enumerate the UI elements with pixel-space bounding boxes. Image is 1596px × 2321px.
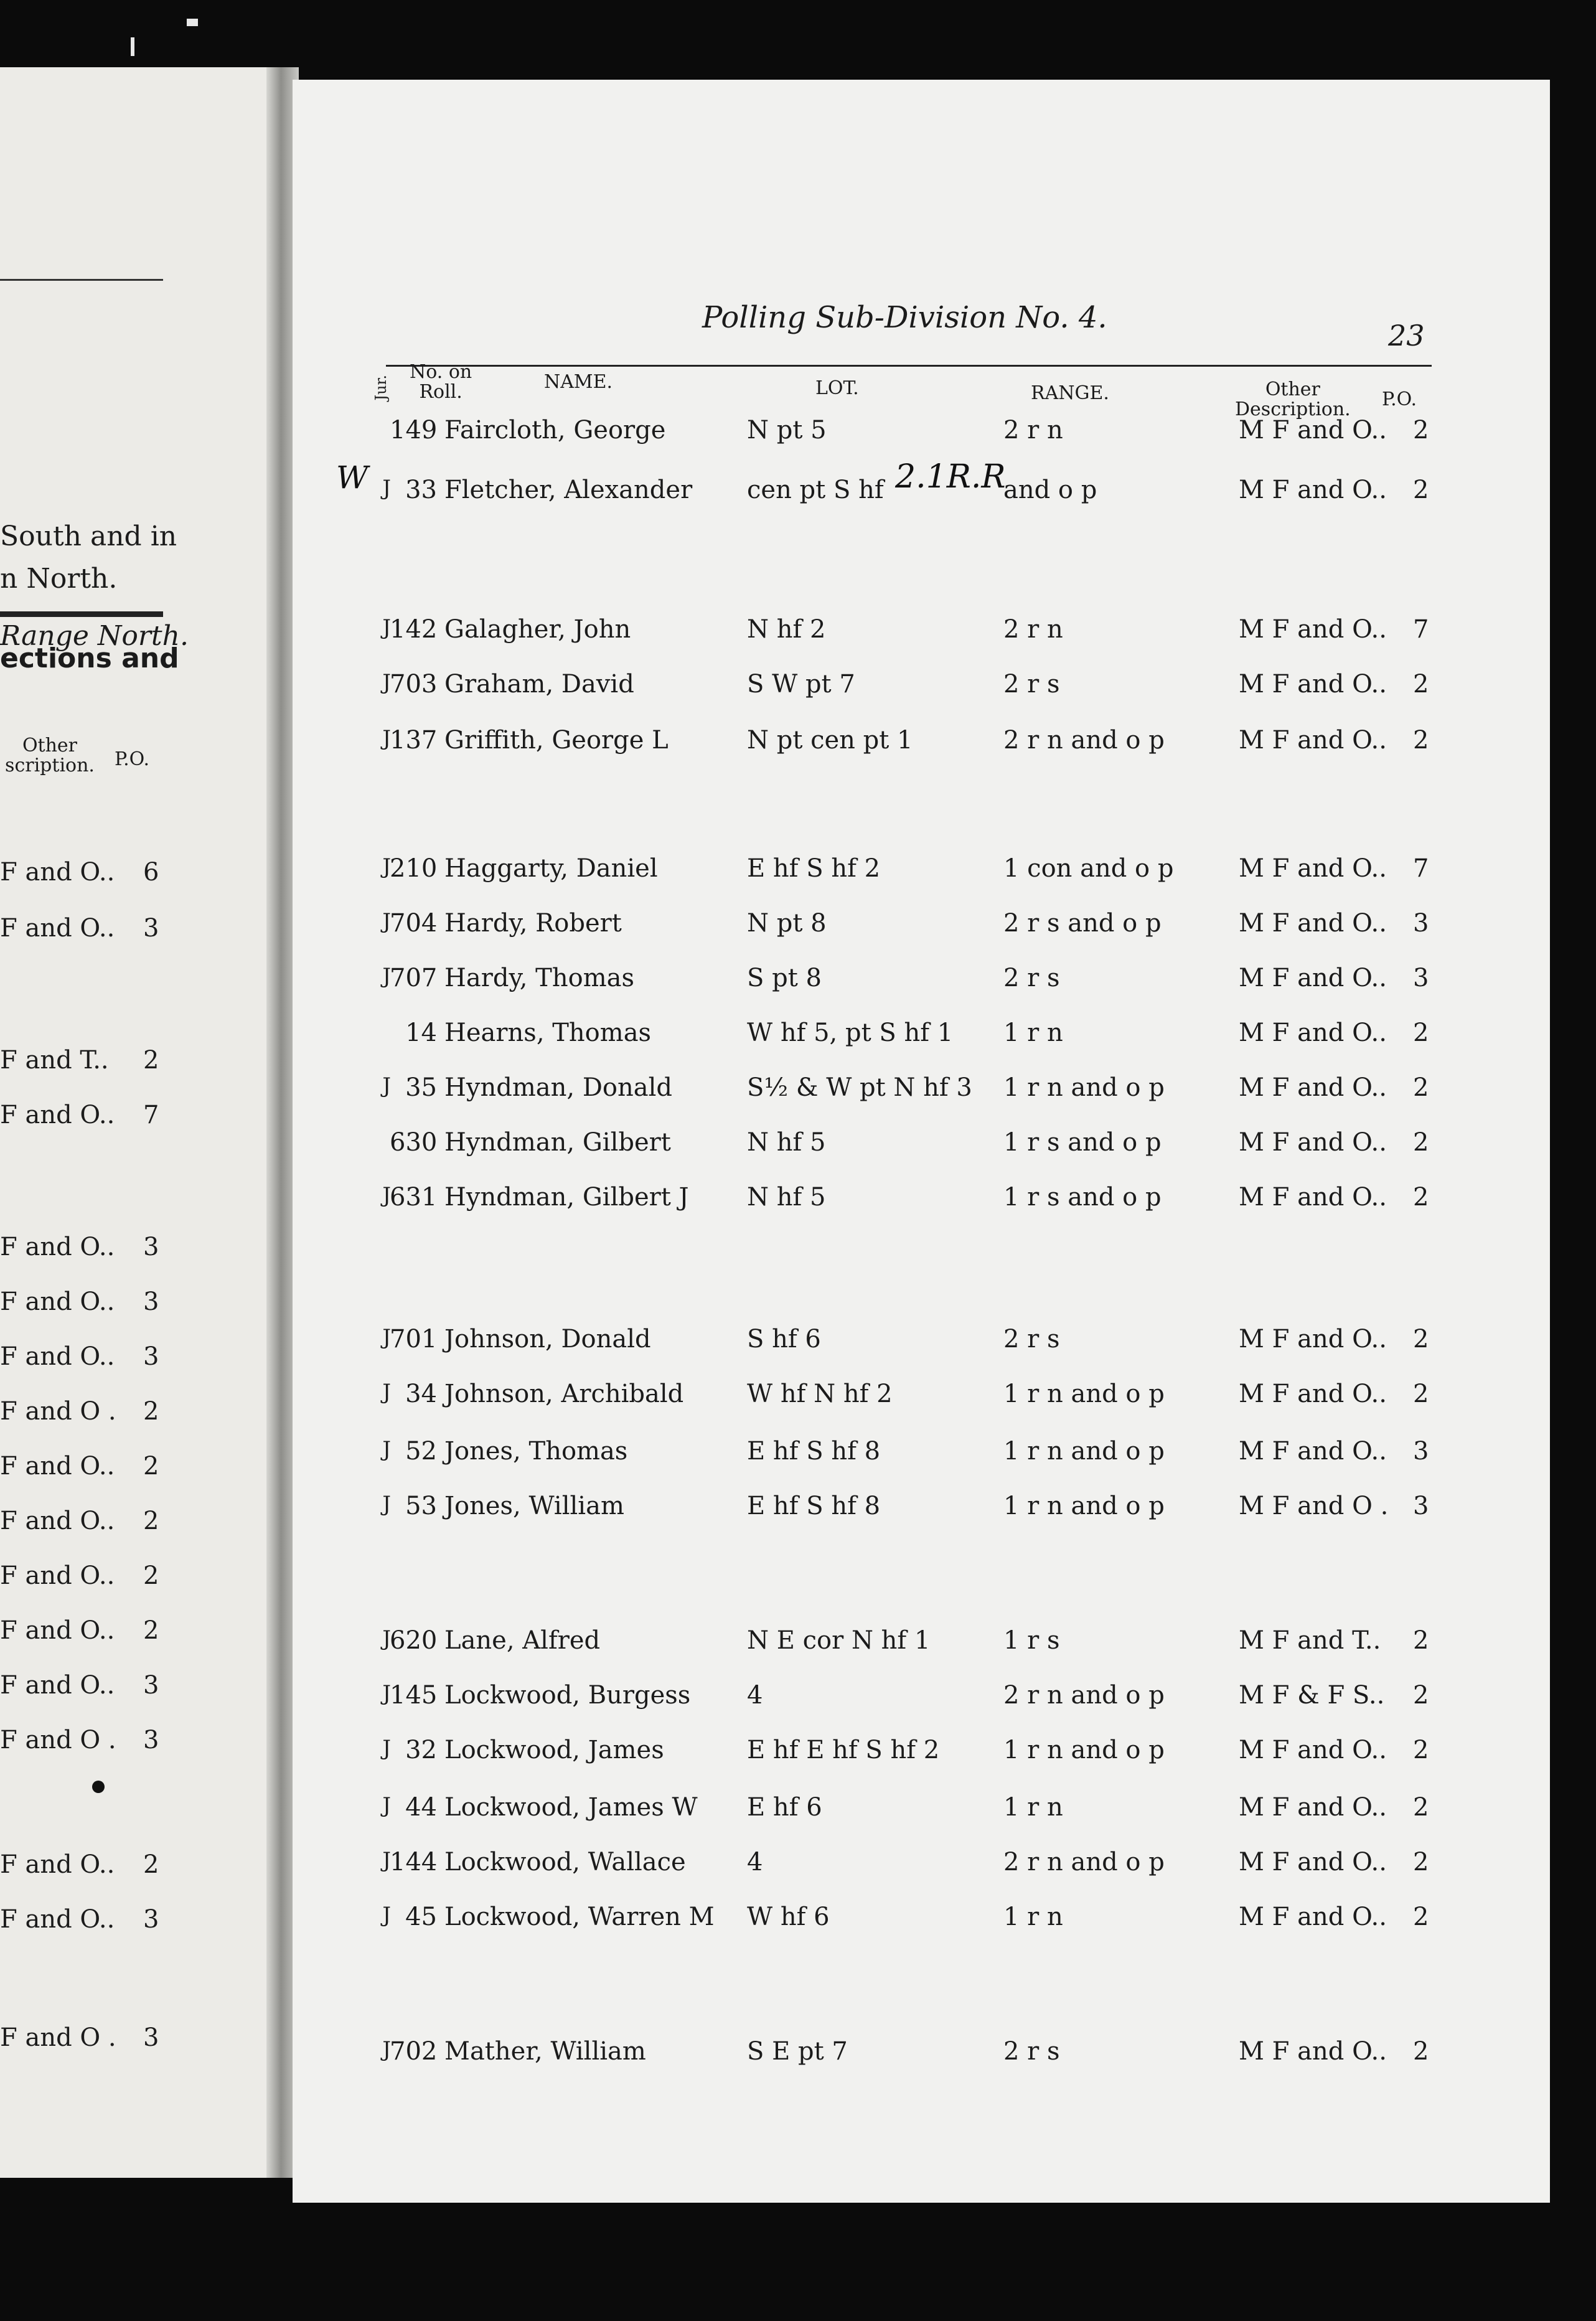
roll-number: 53 <box>405 1492 437 1520</box>
roll-number: 707 <box>390 964 438 992</box>
lot-description: W hf 5, pt S hf 1 <box>747 1019 954 1047</box>
left-row <box>0 1046 163 1075</box>
range-description: 2 r n and o p <box>1003 726 1165 755</box>
roll-number: 34 <box>405 1380 437 1408</box>
range-description: 1 r s and o p <box>1003 1183 1162 1212</box>
roll-number: 142 <box>390 615 438 644</box>
lot-description: W hf 6 <box>747 1903 830 1931</box>
roll-number: 45 <box>405 1903 437 1931</box>
voter-name: Hyndman, Gilbert <box>444 1128 671 1157</box>
range-description: 2 r s and o p <box>1003 909 1162 938</box>
other-description: M F and O.. <box>1239 1019 1387 1047</box>
left-row-desc: F and O.. <box>0 858 115 887</box>
left-row-desc: F and O . <box>0 1397 116 1426</box>
voter-name: Johnson, Donald <box>444 1325 651 1354</box>
post-office: 2 <box>1413 670 1429 699</box>
roll-number: 144 <box>390 1848 438 1876</box>
range-description: 2 r n <box>1003 615 1063 644</box>
range-description: 1 r n and o p <box>1003 1380 1165 1408</box>
left-row-desc: F and O.. <box>0 1671 115 1700</box>
col-head-range: RANGE. <box>1031 382 1109 404</box>
post-office: 2 <box>1413 2037 1429 2066</box>
left-row <box>0 858 163 887</box>
lot-description: W hf N hf 2 <box>747 1380 893 1408</box>
range-description: 2 r s <box>1003 964 1060 992</box>
left-row <box>0 1616 163 1645</box>
other-description: M F & F S.. <box>1239 1681 1385 1710</box>
voter-name: Galagher, John <box>444 615 631 644</box>
range-description: 2 r n and o p <box>1003 1681 1165 1710</box>
left-row-po: 3 <box>143 1342 159 1371</box>
left-row <box>0 1101 163 1129</box>
left-col-head-po: P.O. <box>115 748 150 770</box>
lot-description: E hf E hf S hf 2 <box>747 1736 940 1764</box>
lot-description: N hf 5 <box>747 1128 826 1157</box>
voter-name: Lockwood, Warren M <box>444 1903 715 1931</box>
other-description: M F and O.. <box>1239 1128 1387 1157</box>
left-row-desc: F and O.. <box>0 1905 115 1934</box>
handwritten-margin-note: W <box>336 459 368 496</box>
left-row-desc: F and O.. <box>0 1561 115 1590</box>
left-row-po: 3 <box>143 914 159 943</box>
jurisdiction-mark: J <box>382 964 391 989</box>
col-head-jur: Jur. <box>372 375 390 401</box>
post-office: 3 <box>1413 1492 1429 1520</box>
left-row-po: 3 <box>143 1726 159 1754</box>
left-row-po: 2 <box>143 1561 159 1590</box>
left-row-desc: F and O . <box>0 2023 116 2052</box>
roll-number: 703 <box>390 670 438 699</box>
jurisdiction-mark: J <box>382 1848 391 1873</box>
left-row-desc: F and O.. <box>0 1342 115 1371</box>
left-row <box>0 1726 163 1754</box>
post-office: 3 <box>1413 909 1429 938</box>
lot-description: S½ & W pt N hf 3 <box>747 1073 972 1102</box>
left-row-desc: F and O . <box>0 1726 116 1754</box>
voter-name: Griffith, George L <box>444 726 669 755</box>
jurisdiction-mark: J <box>382 1183 391 1208</box>
left-row-po: 2 <box>143 1046 159 1075</box>
other-description: M F and O.. <box>1239 670 1387 699</box>
left-row <box>0 1397 163 1426</box>
jurisdiction-mark: J <box>382 1380 391 1405</box>
left-row-po: 2 <box>143 1616 159 1645</box>
lot-description: N hf 2 <box>747 615 826 644</box>
left-header-fragment-3: Range North. <box>0 620 189 652</box>
roll-number: 14 <box>405 1019 437 1047</box>
lot-description: 4 <box>747 1681 763 1710</box>
range-description: 1 r s and o p <box>1003 1128 1162 1157</box>
roll-number: 44 <box>405 1793 437 1822</box>
post-office: 2 <box>1413 1380 1429 1408</box>
left-row-po: 2 <box>143 1397 159 1426</box>
jurisdiction-mark: J <box>382 1903 391 1928</box>
roll-number: 704 <box>390 909 438 938</box>
jurisdiction-mark: J <box>382 1325 391 1350</box>
voter-name: Hardy, Thomas <box>444 964 634 992</box>
lot-description: S pt 8 <box>747 964 822 992</box>
scan-mark <box>131 37 134 56</box>
left-row <box>0 1561 163 1590</box>
left-row <box>0 1507 163 1535</box>
left-row-po: 2 <box>143 1507 159 1535</box>
lot-description: E hf S hf 8 <box>747 1437 881 1466</box>
other-description: M F and O . <box>1239 1492 1389 1520</box>
ink-dot <box>92 1781 105 1793</box>
voter-name: Hyndman, Gilbert J <box>444 1183 689 1212</box>
left-header-fragment-2: n North. <box>0 563 118 595</box>
left-row-desc: F and O.. <box>0 1288 115 1316</box>
header-rule <box>386 365 1432 367</box>
other-description: M F and O.. <box>1239 1073 1387 1102</box>
range-description: 1 r n and o p <box>1003 1437 1165 1466</box>
voter-name: Jones, Thomas <box>444 1437 628 1466</box>
voter-name: Fletcher, Alexander <box>444 476 693 504</box>
left-row <box>0 1288 163 1316</box>
range-description: 2 r s <box>1003 2037 1060 2066</box>
post-office: 2 <box>1413 1128 1429 1157</box>
roll-number: 33 <box>405 476 437 504</box>
left-row-po: 2 <box>143 1850 159 1879</box>
left-row-desc: F and O.. <box>0 1233 115 1261</box>
lot-description: N pt 5 <box>747 416 827 445</box>
left-row <box>0 1452 163 1481</box>
roll-number: 32 <box>405 1736 437 1764</box>
left-row-desc: F and T.. <box>0 1046 109 1075</box>
other-description: M F and T.. <box>1239 1626 1381 1655</box>
lot-description: cen pt S hf <box>747 476 884 504</box>
other-description: M F and O.. <box>1239 1183 1387 1212</box>
left-row-po: 3 <box>143 1671 159 1700</box>
range-description: 1 r n and o p <box>1003 1492 1165 1520</box>
left-header-fragment-4: ections and <box>0 643 179 674</box>
lot-description: N pt cen pt 1 <box>747 726 913 755</box>
range-description: 1 con and o p <box>1003 854 1174 883</box>
voter-name: Jones, William <box>444 1492 624 1520</box>
left-row-po: 3 <box>143 1905 159 1934</box>
lot-description: N hf 5 <box>747 1183 826 1212</box>
left-row-po: 7 <box>143 1101 159 1129</box>
post-office: 7 <box>1413 854 1429 883</box>
roll-number: 35 <box>405 1073 437 1102</box>
post-office: 2 <box>1413 726 1429 755</box>
post-office: 2 <box>1413 1183 1429 1212</box>
left-row-desc: F and O.. <box>0 1507 115 1535</box>
left-row-po: 6 <box>143 858 159 887</box>
other-description: M F and O.. <box>1239 1903 1387 1931</box>
col-head-other-description: Other Description. <box>1235 379 1351 420</box>
col-head-no-on-roll: No. on Roll. <box>410 361 472 403</box>
jurisdiction-mark: J <box>382 854 391 879</box>
jurisdiction-mark: J <box>382 1793 391 1818</box>
left-header-fragment-1: South and in <box>0 520 177 552</box>
jurisdiction-mark: J <box>382 615 391 640</box>
page-number: 23 <box>1388 319 1425 352</box>
voter-name: Faircloth, George <box>444 416 666 445</box>
post-office: 2 <box>1413 1073 1429 1102</box>
other-description: M F and O.. <box>1239 1848 1387 1876</box>
lot-description: S W pt 7 <box>747 670 855 699</box>
running-title: Polling Sub-Division No. 4. <box>702 300 1107 335</box>
jurisdiction-mark: J <box>382 726 391 751</box>
roll-number: 701 <box>390 1325 438 1354</box>
other-description: M F and O.. <box>1239 964 1387 992</box>
voter-name: Johnson, Archibald <box>444 1380 684 1408</box>
post-office: 2 <box>1413 1019 1429 1047</box>
lot-description: E hf S hf 2 <box>747 854 881 883</box>
left-col-head-desc: Other scription. <box>5 735 95 776</box>
other-description: M F and O.. <box>1239 1736 1387 1764</box>
other-description: M F and O.. <box>1239 1380 1387 1408</box>
left-row-po: 3 <box>143 1288 159 1316</box>
jurisdiction-mark: J <box>382 476 391 501</box>
post-office: 2 <box>1413 1681 1429 1710</box>
voter-name: Hardy, Robert <box>444 909 622 938</box>
range-description: 1 r n <box>1003 1903 1063 1931</box>
range-description: 2 r s <box>1003 1325 1060 1354</box>
jurisdiction-mark: J <box>382 1736 391 1761</box>
left-facing-page <box>0 67 277 2178</box>
other-description: M F and O.. <box>1239 615 1387 644</box>
left-row <box>0 1905 163 1934</box>
left-page-rule <box>0 279 163 281</box>
other-description: M F and O.. <box>1239 1793 1387 1822</box>
left-row-desc: F and O.. <box>0 1452 115 1481</box>
left-row-desc: F and O.. <box>0 1101 115 1129</box>
lot-description: 4 <box>747 1848 763 1876</box>
jurisdiction-mark: J <box>382 909 391 934</box>
scan-mark <box>187 19 198 26</box>
voter-name: Lockwood, James W <box>444 1793 698 1822</box>
lot-description: E hf 6 <box>747 1793 822 1822</box>
left-row-po: 3 <box>143 2023 159 2052</box>
handwritten-range-insert: 2.1R.R <box>895 458 1006 496</box>
roll-number: 149 <box>390 416 438 445</box>
range-description: 1 r n and o p <box>1003 1736 1165 1764</box>
lot-description: E hf S hf 8 <box>747 1492 881 1520</box>
left-page-double-rule <box>0 611 163 617</box>
voter-name: Lane, Alfred <box>444 1626 601 1655</box>
roll-number: 620 <box>390 1626 438 1655</box>
left-row-desc: F and O.. <box>0 914 115 943</box>
roll-number: 631 <box>390 1183 438 1212</box>
roll-number: 630 <box>390 1128 438 1157</box>
jurisdiction-mark: J <box>382 670 391 695</box>
range-description: 1 r n <box>1003 1019 1063 1047</box>
range-description: and o p <box>1003 476 1097 504</box>
col-head-lot: LOT. <box>815 377 859 399</box>
other-description: M F and O.. <box>1239 2037 1387 2066</box>
other-description: M F and O.. <box>1239 1325 1387 1354</box>
left-row <box>0 1233 163 1261</box>
other-description: M F and O.. <box>1239 1437 1387 1466</box>
roll-number: 210 <box>390 854 438 883</box>
left-row <box>0 1671 163 1700</box>
voter-name: Haggarty, Daniel <box>444 854 658 883</box>
voter-name: Graham, David <box>444 670 634 699</box>
left-row-po: 3 <box>143 1233 159 1261</box>
jurisdiction-mark: J <box>382 1073 391 1098</box>
other-description: M F and O.. <box>1239 854 1387 883</box>
voter-name: Hyndman, Donald <box>444 1073 672 1102</box>
range-description: 2 r s <box>1003 670 1060 699</box>
left-row-desc: F and O.. <box>0 1616 115 1645</box>
other-description: M F and O.. <box>1239 726 1387 755</box>
other-description: M F and O.. <box>1239 909 1387 938</box>
jurisdiction-mark: J <box>382 2037 391 2062</box>
col-head-po: P.O. <box>1382 388 1417 410</box>
range-description: 1 r n and o p <box>1003 1073 1165 1102</box>
range-description: 2 r n and o p <box>1003 1848 1165 1876</box>
left-row-desc: F and O.. <box>0 1850 115 1879</box>
range-description: 1 r n <box>1003 1793 1063 1822</box>
post-office: 3 <box>1413 1437 1429 1466</box>
post-office: 2 <box>1413 1793 1429 1822</box>
jurisdiction-mark: J <box>382 1626 391 1651</box>
roll-number: 702 <box>390 2037 438 2066</box>
left-row <box>0 1342 163 1371</box>
voter-name: Hearns, Thomas <box>444 1019 652 1047</box>
post-office: 2 <box>1413 1626 1429 1655</box>
voter-name: Lockwood, James <box>444 1736 664 1764</box>
post-office: 2 <box>1413 1903 1429 1931</box>
roll-number: 145 <box>390 1681 438 1710</box>
left-row <box>0 1850 163 1879</box>
post-office: 2 <box>1413 476 1429 504</box>
jurisdiction-mark: J <box>382 1437 391 1462</box>
voter-name: Mather, William <box>444 2037 646 2066</box>
lot-description: S hf 6 <box>747 1325 821 1354</box>
post-office: 2 <box>1413 1325 1429 1354</box>
jurisdiction-mark: J <box>382 1492 391 1517</box>
left-row <box>0 2023 163 2052</box>
post-office: 2 <box>1413 416 1429 445</box>
voter-name: Lockwood, Burgess <box>444 1681 691 1710</box>
col-head-name: NAME. <box>544 371 613 393</box>
other-description: M F and O.. <box>1239 416 1387 445</box>
lot-description: N pt 8 <box>747 909 827 938</box>
roll-number: 137 <box>390 726 438 755</box>
left-row-po: 2 <box>143 1452 159 1481</box>
left-row <box>0 914 163 943</box>
post-office: 7 <box>1413 615 1429 644</box>
other-description: M F and O.. <box>1239 476 1387 504</box>
lot-description: S E pt 7 <box>747 2037 848 2066</box>
post-office: 2 <box>1413 1848 1429 1876</box>
jurisdiction-mark: J <box>382 1681 391 1706</box>
voter-name: Lockwood, Wallace <box>444 1848 686 1876</box>
post-office: 3 <box>1413 964 1429 992</box>
roll-number: 52 <box>405 1437 437 1466</box>
lot-description: N E cor N hf 1 <box>747 1626 931 1655</box>
range-description: 2 r n <box>1003 416 1063 445</box>
post-office: 2 <box>1413 1736 1429 1764</box>
range-description: 1 r s <box>1003 1626 1060 1655</box>
